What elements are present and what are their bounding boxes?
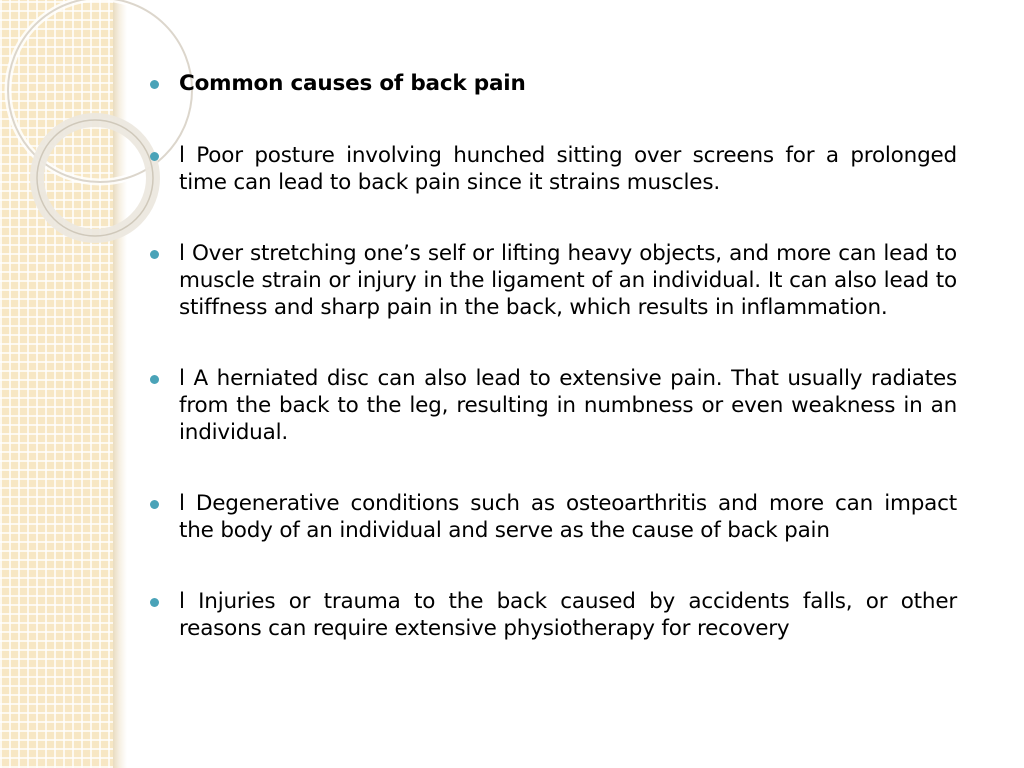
bullet-text: l Injuries or trauma to the back caused by accidents falls, or other reasons can require extensive physiotherapy for recovery <box>179 589 957 641</box>
bullet-item <box>150 490 957 544</box>
round-bullet-icon <box>150 598 159 607</box>
bullet-list <box>150 70 957 642</box>
bullet-item <box>150 70 957 97</box>
bullet-text: l A herniated disc can also lead to extensive pain. That usually radiates from the back to the leg, resulting in numbness or even weakness in an individual. <box>179 366 957 445</box>
decorative-rings-icon <box>0 0 130 260</box>
slide-heading: Common causes of back pain <box>179 71 526 96</box>
bullet-text: l Poor posture involving hunched sitting over screens for a prolonged time can lead to back pain since it strains muscles. <box>179 143 957 195</box>
round-bullet-icon <box>150 375 159 384</box>
round-bullet-icon <box>150 250 159 259</box>
bullet-text: l Over stretching one’s self or lifting heavy objects, and more can lead to muscle strain or injury in the ligament of an individual. It can also lead to stiffness and sharp pain in the back, which results in inflammation. <box>179 241 957 320</box>
round-bullet-icon <box>150 152 159 161</box>
bullet-item <box>150 365 957 446</box>
bullet-text: l Degenerative conditions such as osteoarthritis and more can impact the body of an individual and serve as the cause of back pain <box>179 491 957 543</box>
bullet-item <box>150 142 957 196</box>
slide-content <box>150 70 957 686</box>
bullet-item <box>150 588 957 642</box>
round-bullet-icon <box>150 500 159 509</box>
round-bullet-icon <box>150 80 159 89</box>
bullet-item <box>150 240 957 321</box>
